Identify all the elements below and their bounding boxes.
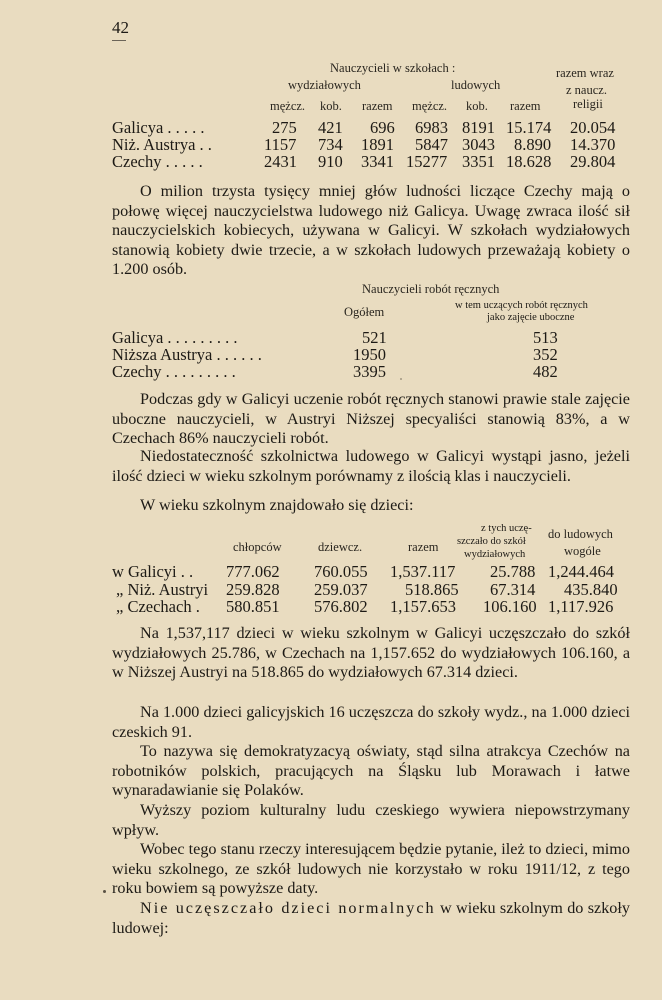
table1-group-header: Nauczycieli w szkołach : (330, 61, 456, 75)
table1-col-men-lud: mężcz. (412, 99, 448, 113)
cell: 3341 (361, 152, 394, 171)
cell: 1,157.653 (390, 597, 456, 616)
paragraph: Niedostateczność szkolnictwa ludowego w Galicyi wystąpi jasno, jeżeli ilość dzieci w wieku szkolnym porównamy z ilością klas i nauczycieli. (112, 447, 630, 485)
row-label: Niż. Austrya . . (112, 135, 212, 154)
cell: 421 (318, 118, 343, 137)
cell: 8.890 (514, 135, 552, 154)
cell: 20.054 (570, 118, 616, 137)
table3-header-wyd-line2: szczało do szkół (457, 536, 526, 547)
cell: 259.037 (314, 580, 368, 599)
cell: 106.160 (483, 597, 537, 616)
paragraph: Na 1.000 dzieci galicyjskich 16 uczęszcza do szkoły wydz., na 1.000 dzieci czeskich 91. (112, 703, 630, 741)
row-label: Czechy . . . . . . . . . (112, 362, 236, 381)
cell: 25.788 (490, 562, 536, 581)
row-label: „ Czechach . (116, 597, 200, 616)
table3-header-boys: chłopców (233, 540, 282, 554)
paragraph: O milion trzysta tysięcy mniej głów ludności liczące Czechy mają o połowę więcej nauczycielstwa ludowego niż Galicya. Uwagę zwraca ilość sił nauczycielskich kobiecych, używana w Galicyi. W szkołach wydziałowych stanowią kobiety dwie trzecie, a w szkołach ludowych przeważają kobiety o 1.200 osób. (112, 182, 630, 279)
row-label: w Galicyi . . (112, 562, 194, 581)
cell: 482 (533, 362, 558, 381)
cell: 910 (318, 152, 343, 171)
row-label: Galicya . . . . . (112, 118, 205, 137)
cell: 521 (362, 328, 387, 347)
cell: 67.314 (490, 580, 536, 599)
table3-header-wyd-line3: wydziałowych (464, 549, 526, 560)
table1-header-total-line2: z naucz. (566, 83, 607, 97)
cell: 275 (272, 118, 297, 137)
cell: 777.062 (226, 562, 280, 581)
cell: 3395 (353, 362, 386, 381)
cell: 5847 (415, 135, 448, 154)
cell: 513 (533, 328, 558, 347)
cell: 8191 (462, 118, 495, 137)
table1-header-wydzialowych: wydziałowych (288, 78, 361, 92)
table1-header-total-line3: religii (573, 97, 603, 111)
cell: 15277 (406, 152, 448, 171)
page-number-underline (112, 40, 126, 41)
paragraph: Podczas gdy w Galicyi uczenie robót ręcznych stanowi prawie stale zajęcie uboczne nauczycieli, w Austryi Niższej specyaliści stanowią 83%, a w Czechach 86% nauczycieli robót. (112, 390, 630, 448)
cell: 15.174 (506, 118, 552, 137)
paper-speck (103, 890, 106, 893)
table1-col-men-wyd: mężcz. (270, 99, 306, 113)
cell: 14.370 (570, 135, 616, 154)
row-label: Czechy . . . . . (112, 152, 203, 171)
cell: 518.865 (405, 580, 459, 599)
cell: 696 (370, 118, 395, 137)
table1-col-women-wyd: kob. (320, 99, 342, 113)
cell: 1,117.926 (548, 597, 614, 616)
table1-col-women-lud: kob. (466, 99, 488, 113)
paragraph: To nazywa się demokratyzacyą oświaty, stąd silna atrakcya Czechów na robotników polskich, pracujących na Śląsku lub Morawach i łatwe wynaradawianie się Polaków. (112, 742, 630, 800)
paragraph: Wyższy poziom kulturalny ludu czeskiego wywiera niepowstrzymany wpływ. (112, 801, 630, 839)
table2-header-side-line2: jako zajęcie uboczne (487, 312, 575, 323)
cell: 352 (533, 345, 558, 364)
cell: 29.804 (570, 152, 616, 171)
cell: 580.851 (226, 597, 280, 616)
cell: 1157 (264, 135, 297, 154)
paragraph: W wieku szkolnym znajdowało się dzieci: (140, 496, 414, 514)
table3-header-lud-line2: wogóle (564, 544, 601, 558)
row-label: „ Niż. Austryi (116, 580, 209, 599)
paragraph-rest: w wieku szkolnym do szkoły ludowej: (112, 899, 630, 937)
cell: 3351 (462, 152, 495, 171)
table3-header-girls: dziewcz. (318, 540, 363, 554)
cell: 1,244.464 (548, 562, 614, 581)
row-label: Niższa Austrya . . . . . . (112, 345, 262, 364)
cell: 3043 (462, 135, 495, 154)
cell: 734 (318, 135, 343, 154)
table1-header-ludowych: ludowych (451, 78, 501, 92)
cell: 435.840 (564, 580, 618, 599)
cell: 18.628 (506, 152, 552, 171)
paragraph: Na 1,537,117 dzieci w wieku szkolnym w Galicyi uczęszczało do szkół wydziałowych 25.786, w Czechach na 1,157.652 do wydziałowych 106.160, a w Niższej Austryi na 518.865 do wydziałowych 67.314 dzieci. (112, 624, 630, 682)
table3-header-total: razem (408, 540, 439, 554)
table2-header-side-line1: w tem uczących robót ręcznych (455, 300, 588, 311)
spaced-emphasis: Nie uczęszczało dzieci normalnych (140, 899, 436, 917)
table3-header-wyd-line1: z tych uczę- (481, 523, 532, 534)
table1-col-total-wyd: razem (362, 99, 393, 113)
page-number: 42 (112, 18, 129, 37)
table2-header-total: Ogółem (344, 305, 385, 319)
table2-header-top: Nauczycieli robót ręcznych (362, 282, 500, 296)
cell: 576.802 (314, 597, 368, 616)
paragraph (112, 899, 630, 938)
cell: 259.828 (226, 580, 280, 599)
paper-speck (400, 378, 402, 380)
cell: 760.055 (314, 562, 368, 581)
paragraph: Wobec tego stanu rzeczy interesującem będzie pytanie, ileż to dzieci, mimo wieku szkolnego, ze szkół ludowych nie korzystało w roku 1911/12, z tego roku bowiem są powyższe daty. (112, 840, 630, 898)
cell: 2431 (264, 152, 297, 171)
cell: 1,537.117 (390, 562, 456, 581)
cell: 6983 (415, 118, 448, 137)
row-label: Galicya . . . . . . . . . (112, 328, 238, 347)
table1-header-total-line1: razem wraz (556, 66, 614, 80)
table1-col-total-lud: razem (510, 99, 541, 113)
table3-header-lud-line1: do ludowych (548, 527, 613, 541)
cell: 1891 (361, 135, 394, 154)
cell: 1950 (353, 345, 386, 364)
